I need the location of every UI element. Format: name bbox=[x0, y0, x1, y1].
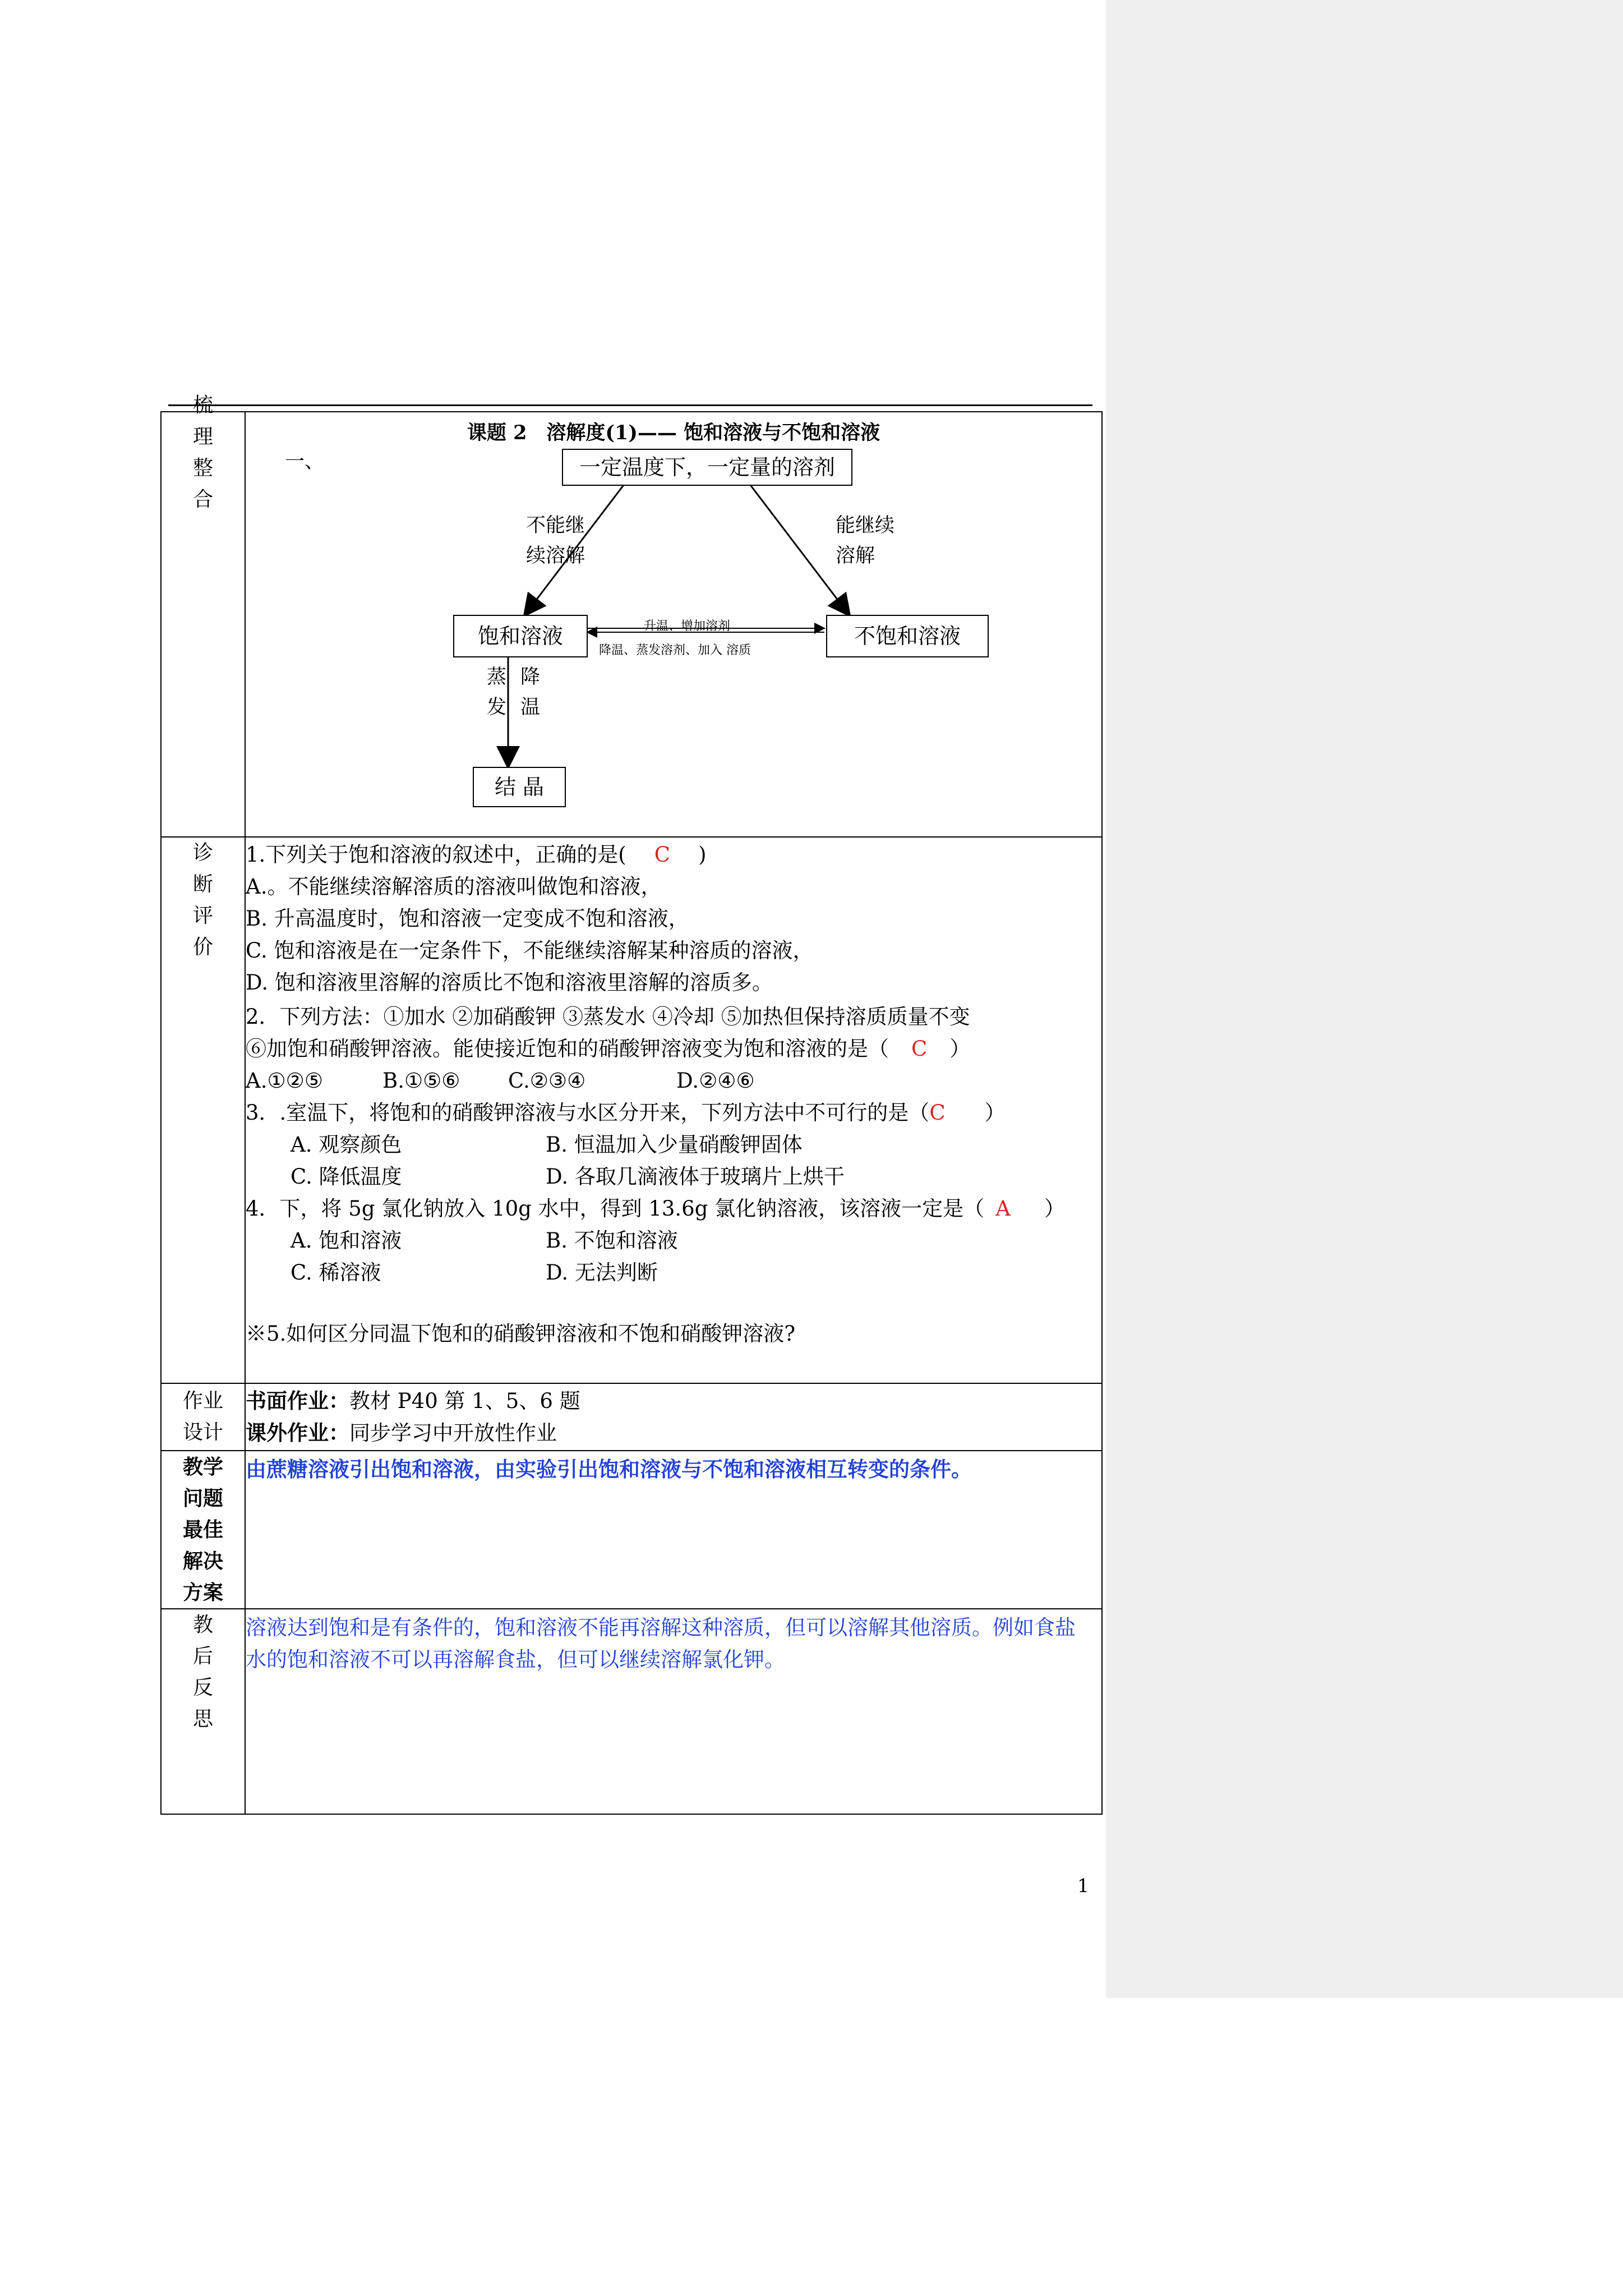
comment-pane bbox=[1106, 0, 1623, 1998]
question-4: 4．下，将 5g 氯化钠放入 10g 水中，得到 13.6g 氯化钠溶液，该溶液一定是（ A ） bbox=[246, 1197, 1065, 1221]
reflection-row bbox=[161, 1609, 1102, 1814]
cooling-label: 降 温 bbox=[520, 666, 541, 719]
summary-label: 梳 理 整 合 bbox=[161, 412, 245, 837]
q2-options: A.①②⑤ B.①⑤⑥ C.②③④ D.②④⑥ bbox=[246, 1069, 755, 1093]
reflection-text: 溶液达到饱和是有条件的，饱和溶液不能再溶解这种溶质，但可以溶解其他溶质。例如食盐水的饱和溶液不可以再溶解食盐，但可以继续溶解氯化钾。 bbox=[246, 1616, 1076, 1672]
lesson-title: 课题 2 溶解度(1)—— 饱和溶液与不饱和溶液 bbox=[467, 421, 880, 444]
homework-row bbox=[161, 1383, 1102, 1451]
diagnosis-row bbox=[161, 837, 1102, 1383]
concept-diagram bbox=[246, 449, 1101, 813]
q3-options-row2: C. 降低温度 D. 各取几滴液体于玻璃片上烘干 bbox=[291, 1165, 845, 1189]
reflection-label: 教 后 反 思 bbox=[161, 1609, 245, 1814]
q4-options-row2: C. 稀溶液 D. 无法判断 bbox=[291, 1260, 658, 1285]
q1-answer: C bbox=[654, 843, 671, 867]
summary-content bbox=[245, 412, 1102, 837]
evaporation-label: 蒸 发 bbox=[487, 666, 507, 719]
unsaturated-box: 不饱和溶液 bbox=[826, 615, 989, 657]
q4-answer: A bbox=[995, 1197, 1011, 1221]
homework-content: 书面作业：教材 P40 第 1、5、6 题 课外作业：同步学习中开放性作业 bbox=[245, 1383, 1102, 1451]
section-marker: 一、 bbox=[285, 450, 325, 473]
to-saturated-conditions: 降温、蒸发溶剂、加入 溶质 bbox=[599, 643, 751, 657]
best-solution-label: 教学 问题 最佳 解决 方案 bbox=[161, 1451, 245, 1609]
q2-answer: C bbox=[911, 1037, 928, 1061]
header-rule bbox=[168, 404, 1092, 406]
best-solution-content bbox=[245, 1451, 1102, 1609]
question-2: 2．下列方法：①加水 ②加硝酸钾 ③蒸发水 ④冷却 ⑤加热但保持溶质质量不变 ⑥加饱和硝酸钾溶液。能使接近饱和的硝酸钾溶液变为饱和溶液的是（ C ） bbox=[246, 1005, 971, 1061]
to-unsaturated-conditions: 升温、增加溶剂 bbox=[644, 619, 731, 633]
q3-answer: C bbox=[929, 1101, 946, 1125]
q1-option-a: A.。不能继续溶解溶质的溶液叫做饱和溶液， bbox=[246, 875, 662, 899]
q3-options-row1: A. 观察颜色 B. 恒温加入少量硝酸钾固体 bbox=[291, 1133, 803, 1157]
cannot-dissolve-label: 不能继 续溶解 bbox=[526, 514, 585, 567]
q1-option-b: B. 升高温度时，饱和溶液一定变成不饱和溶液， bbox=[246, 907, 689, 931]
question-5: ※5.如何区分同温下饱和的硝酸钾溶液和不饱和硝酸钾溶液? bbox=[246, 1322, 796, 1346]
diagnosis-label: 诊 断 评 价 bbox=[161, 837, 245, 1383]
question-1: 1.下列关于饱和溶液的叙述中，正确的是( C ) bbox=[246, 843, 707, 867]
can-dissolve-label: 能继续 溶解 bbox=[836, 514, 895, 567]
q1-option-c: C. 饱和溶液是在一定条件下，不能继续溶解某种溶质的溶液， bbox=[246, 938, 814, 963]
summary-row bbox=[161, 412, 1102, 837]
q1-option-d: D. 饱和溶液里溶解的溶质比不饱和溶液里溶解的溶质多。 bbox=[246, 970, 773, 995]
question-3: 3．.室温下，将饱和的硝酸钾溶液与水区分开来，下列方法中不可行的是（C ） bbox=[246, 1101, 1006, 1125]
crystal-box: 结 晶 bbox=[473, 767, 566, 807]
page-number: 1 bbox=[1077, 1875, 1089, 1897]
best-solution-text: 由蔗糖溶液引出饱和溶液，由实验引出饱和溶液与不饱和溶液相互转变的条件。 bbox=[246, 1457, 972, 1481]
condition-box: 一定温度下，一定量的溶剂 bbox=[562, 449, 852, 486]
saturated-box: 饱和溶液 bbox=[453, 615, 588, 657]
homework-label: 作业 设计 bbox=[161, 1383, 245, 1451]
arrow-to-unsaturated bbox=[749, 484, 849, 615]
diagnosis-content bbox=[245, 837, 1102, 1383]
q4-options-row1: A. 饱和溶液 B. 不饱和溶液 bbox=[291, 1228, 678, 1253]
lesson-table bbox=[160, 394, 1103, 1815]
reflection-content bbox=[245, 1609, 1102, 1814]
best-solution-row bbox=[161, 1451, 1102, 1609]
